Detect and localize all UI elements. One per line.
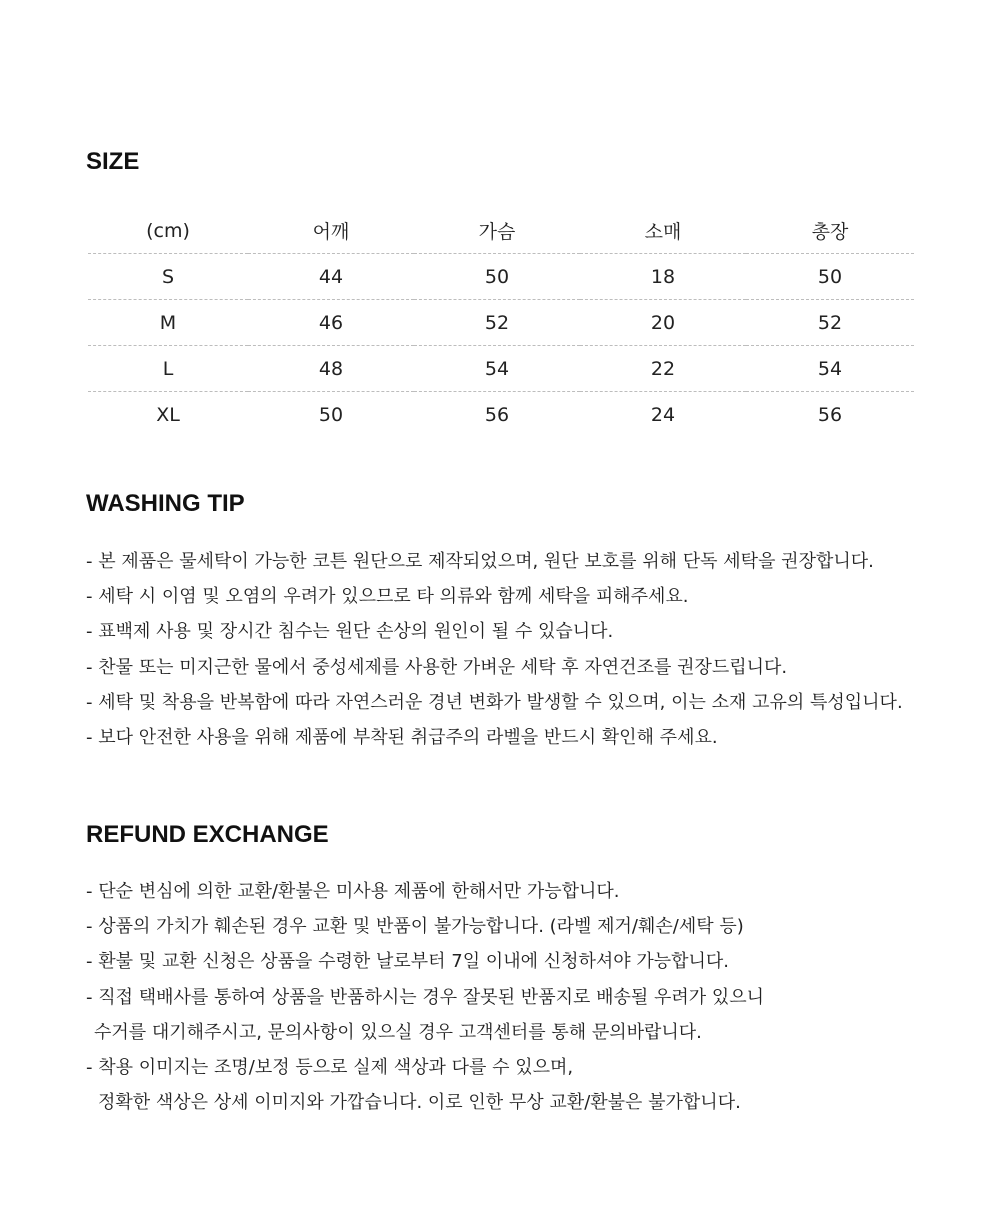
table-cell: 56 bbox=[817, 403, 843, 426]
table-cell: 44 bbox=[248, 254, 414, 300]
list-item: - 세탁 시 이염 및 오염의 우려가 있으므로 타 의류와 함께 세탁을 피해주세요. bbox=[86, 586, 689, 608]
size-label: S bbox=[88, 254, 248, 300]
size-header-chest: 가슴 bbox=[414, 208, 580, 254]
list-item-continuation: 정확한 색상은 상세 이미지와 가깝습니다. 이로 인한 무상 교환/환불은 불가합니다. bbox=[98, 1092, 741, 1114]
table-cell: 52 bbox=[746, 300, 914, 346]
table-cell: 52 bbox=[414, 300, 580, 346]
table-row bbox=[88, 392, 914, 438]
table-cell: 48 bbox=[248, 346, 414, 392]
refund-exchange-list bbox=[86, 874, 986, 1120]
size-label: XL bbox=[156, 403, 180, 426]
table-cell: 50 bbox=[414, 254, 580, 300]
list-item: - 단순 변심에 의한 교환/환불은 미사용 제품에 한해서만 가능합니다. bbox=[86, 881, 620, 902]
size-label: M bbox=[88, 300, 248, 346]
size-header-unit: (cm) bbox=[88, 208, 248, 254]
size-table bbox=[88, 208, 914, 437]
list-item: - 직접 택배사를 통하여 상품을 반품하시는 경우 잘못된 반품지로 배송될 우려가 있으니 bbox=[86, 986, 765, 1008]
size-table-header-row bbox=[88, 208, 914, 254]
table-cell: 24 bbox=[650, 403, 676, 426]
table-cell: 46 bbox=[248, 300, 414, 346]
table-row bbox=[88, 346, 914, 392]
washing-tip-section-title: WASHING TIP bbox=[86, 490, 245, 517]
table-cell: 20 bbox=[580, 300, 746, 346]
size-header-shoulder: 어깨 bbox=[248, 208, 414, 254]
list-item: - 보다 안전한 사용을 위해 제품에 부착된 취급주의 라벨을 반드시 확인해 주세요. bbox=[86, 727, 718, 749]
table-cell: 22 bbox=[580, 346, 746, 392]
table-row bbox=[88, 300, 914, 346]
list-item: - 환불 및 교환 신청은 상품을 수령한 날로부터 7일 이내에 신청하셔야 가능합니다. bbox=[86, 951, 730, 973]
table-row bbox=[88, 254, 914, 300]
list-item: - 본 제품은 물세탁이 가능한 코튼 원단으로 제작되었으며, 원단 보호를 위해 단독 세탁을 권장합니다. bbox=[86, 551, 874, 572]
table-cell: 56 bbox=[484, 403, 510, 426]
size-section-title: SIZE bbox=[86, 148, 140, 175]
list-item: - 찬물 또는 미지근한 물에서 중성세제를 사용한 가벼운 세탁 후 자연건조를 권장드립니다. bbox=[86, 656, 788, 678]
list-item: - 세탁 및 착용을 반복함에 따라 자연스러운 경년 변화가 발생할 수 있으며, 이는 소재 고유의 특성입니다. bbox=[86, 691, 903, 713]
list-item: - 표백제 사용 및 장시간 침수는 원단 손상의 원인이 될 수 있습니다. bbox=[86, 621, 614, 643]
table-cell: 54 bbox=[746, 346, 914, 392]
table-cell: 18 bbox=[580, 254, 746, 300]
size-header-length: 총장 bbox=[746, 208, 914, 254]
list-item: - 착용 이미지는 조명/보정 등으로 실제 색상과 다를 수 있으며, bbox=[86, 1057, 574, 1079]
washing-tip-list bbox=[86, 544, 986, 755]
refund-exchange-section-title: REFUND EXCHANGE bbox=[86, 821, 329, 848]
table-cell: 50 bbox=[746, 254, 914, 300]
size-label: L bbox=[88, 346, 248, 392]
table-cell: 54 bbox=[414, 346, 580, 392]
size-header-sleeve: 소매 bbox=[580, 208, 746, 254]
list-item: - 상품의 가치가 훼손된 경우 교환 및 반품이 불가능합니다. (라벨 제거/훼손/세탁 등) bbox=[86, 916, 744, 938]
table-cell: 50 bbox=[318, 403, 344, 426]
list-item-continuation: 수거를 대기해주시고, 문의사항이 있으실 경우 고객센터를 통해 문의바랍니다. bbox=[94, 1021, 702, 1043]
